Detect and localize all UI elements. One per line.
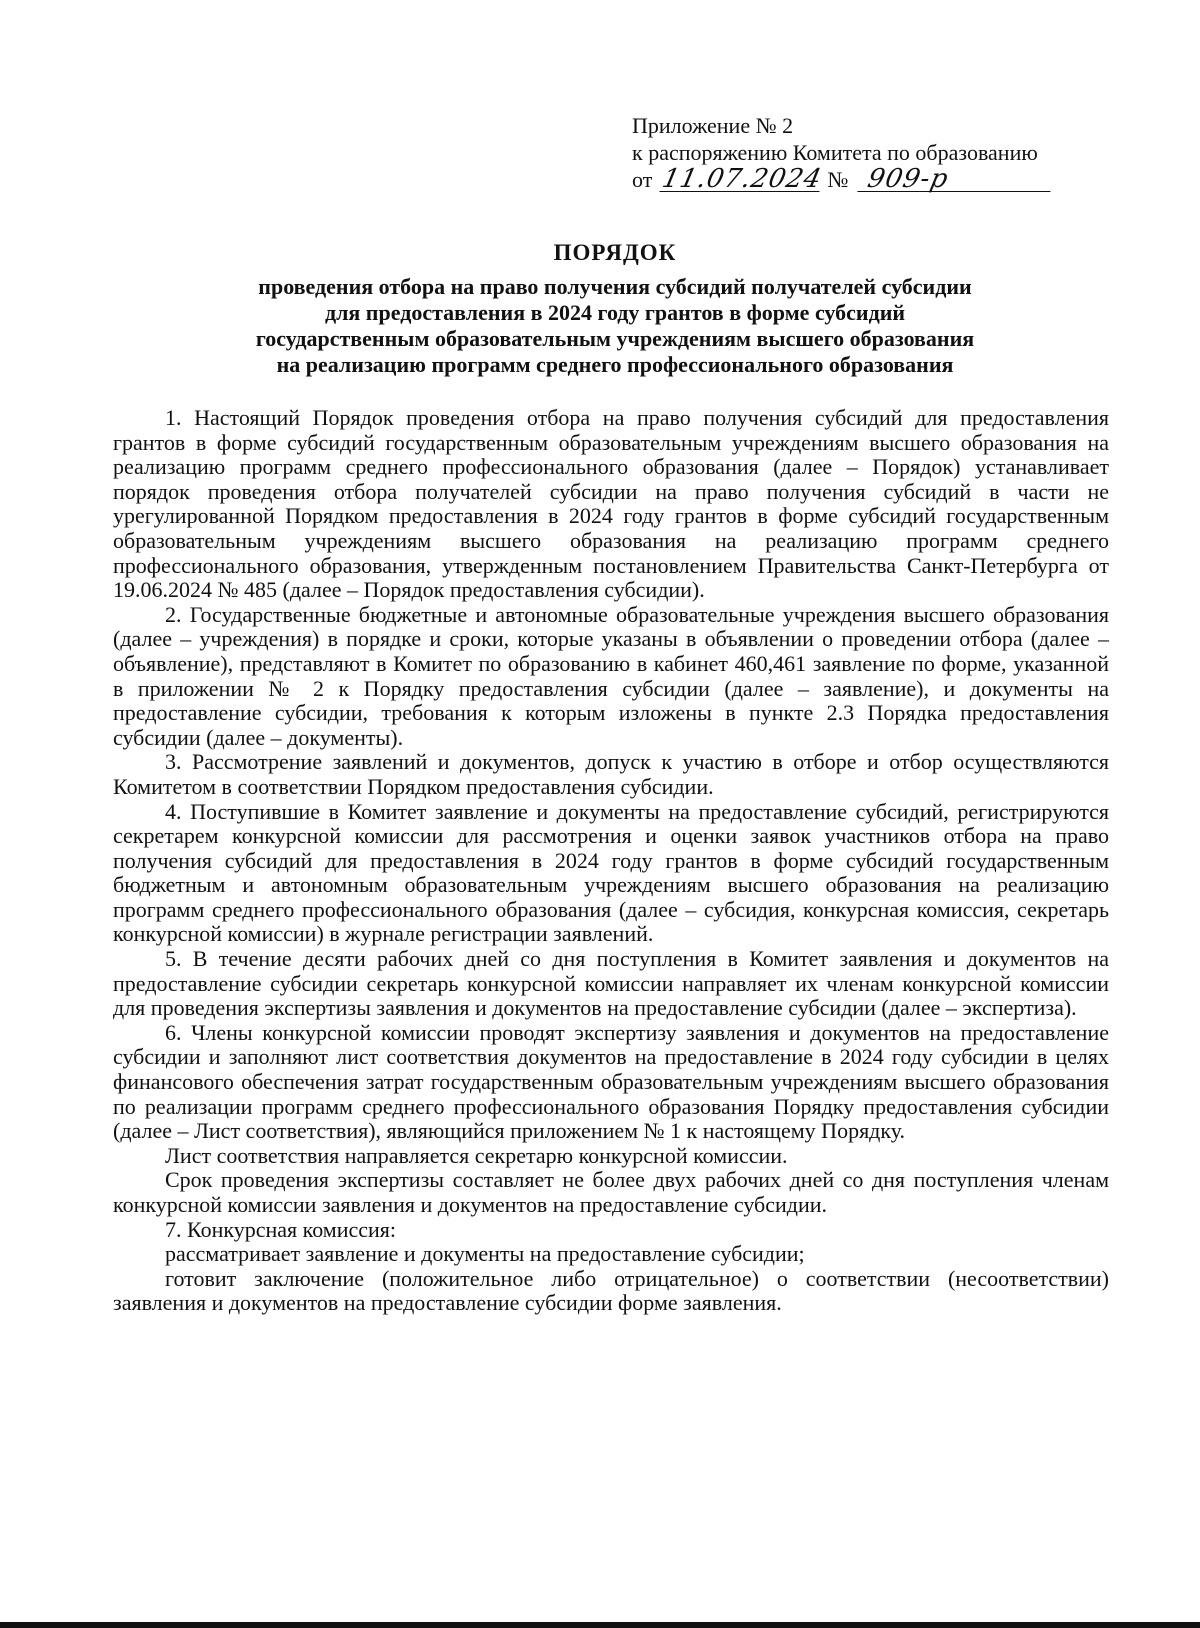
handwritten-number: 909-р (857, 167, 1055, 192)
paragraph-2: 2. Государственные бюджетные и автономные образовательные учреждения высшего образования (далее – учреждения) в порядке и сроки, которые указаны в объявлении о проведении отбора (далее – объявление), представляют в Комитет по образованию в кабинет 460,461 заявление по форме, указанной в приложении № 2 к Порядку предоставления субсидии (далее – заявление), и документы на предоставление субсидии, требования к которым изложены в пункте 2.3 Порядка предоставления субсидии (далее – документы). (113, 601, 1109, 750)
document-title (160, 238, 1070, 378)
paragraph-4: 4. Поступившие в Комитет заявление и документы на предоставление субсидий, регистрируются секретарем конкурсной комиссии для рассмотрения и оценки заявок участников отбора на право получения субсидий для предоставления в 2024 году грантов в форме субсидий государственным бюджетным и автономным образовательным учреждениям высшего образования на реализацию программ среднего профессионального образования (далее – субсидия, конкурсная комиссия, секретарь конкурсной комиссии) в журнале регистрации заявлений. (113, 798, 1109, 947)
scan-edge-divider (0, 1622, 1200, 1628)
title-sub-line: на реализацию программ среднего профессионального образования (276, 352, 954, 377)
title-main: ПОРЯДОК (553, 240, 677, 265)
paragraph-3: 3. Рассмотрение заявлений и документов, допуск к участию в отборе и отбор осуществляются Комитетом в соответствии Порядком предоставления субсидии. (113, 749, 1109, 799)
title-sub-line: проведения отбора на право получения субсидий получателей субсидии (258, 274, 972, 299)
date-prefix: от (632, 167, 653, 192)
title-sub-line: для предоставления в 2024 году грантов в форме субсидий (324, 300, 906, 325)
paragraph-6-note: Лист соответствия направляется секретарю конкурсной комиссии. (165, 1142, 788, 1168)
appendix-number: Приложение № 2 (632, 113, 794, 138)
paragraph-1: 1. Настоящий Порядок проведения отбора на право получения субсидий для предоставления грантов в форме субсидий государственным образовательным учреждениям высшего образования на реализацию программ среднего профессионального образования (далее – Порядок) устанавливает порядок проведения отбора получателей субсидии на право получения субсидий в части не урегулированной Порядком предоставления в 2024 году грантов в форме субсидий государственным образовательным учреждениям высшего образования на реализацию программ среднего профессионального образования, утвержденным постановлением Правительства Санкт-Петербурга от 19.06.2024 № 485 (далее – Порядок предоставления субсидии). (113, 405, 1109, 603)
paragraph-7: 7. Конкурсная комиссия: (165, 1216, 397, 1242)
handwritten-date: 11.07.2024 (659, 164, 825, 194)
paragraph-6: 6. Члены конкурсной комиссии проводят экспертизу заявления и документов на предоставление субсидии и заполняют лист соответствия документов на предоставление в 2024 году субсидии в целях финансового обеспечения затрат государственным образовательным учреждениям высшего образования по реализации программ среднего профессионального образования Порядку предоставления субсидии (далее – Лист соответствия), являющийся приложением № 1 к настоящему Порядку. (113, 1019, 1109, 1144)
title-sub-line: государственным образовательным учреждениям высшего образования (255, 326, 975, 351)
paragraph-5: 5. В течение десяти рабочих дней со дня поступления в Комитет заявления и документов на предоставление субсидии секретарь конкурсной комиссии направляет их членам конкурсной комиссии для проведения экспертизы заявления и документов на предоставление субсидии (далее – экспертиза). (113, 946, 1109, 1021)
number-prefix: № (827, 167, 849, 192)
paragraph-7-item-2: готовит заключение (положительное либо отрицательное) о соответствии (несоответствии) заявления и документов на предоставление субсидии форме заявления. (113, 1265, 1109, 1316)
document-body (113, 406, 1109, 1316)
appendix-reference: к распоряжению Комитета по образованию (632, 140, 1038, 165)
appendix-header (632, 112, 1132, 193)
paragraph-7-item-1: рассматривает заявление и документы на предоставление субсидии; (165, 1241, 805, 1267)
appendix-date-number-line (632, 166, 1132, 193)
paragraph-6-term: Срок проведения экспертизы составляет не более двух рабочих дней со дня поступления членам конкурсной комиссии заявления и документов на предоставление субсидии. (113, 1167, 1109, 1217)
